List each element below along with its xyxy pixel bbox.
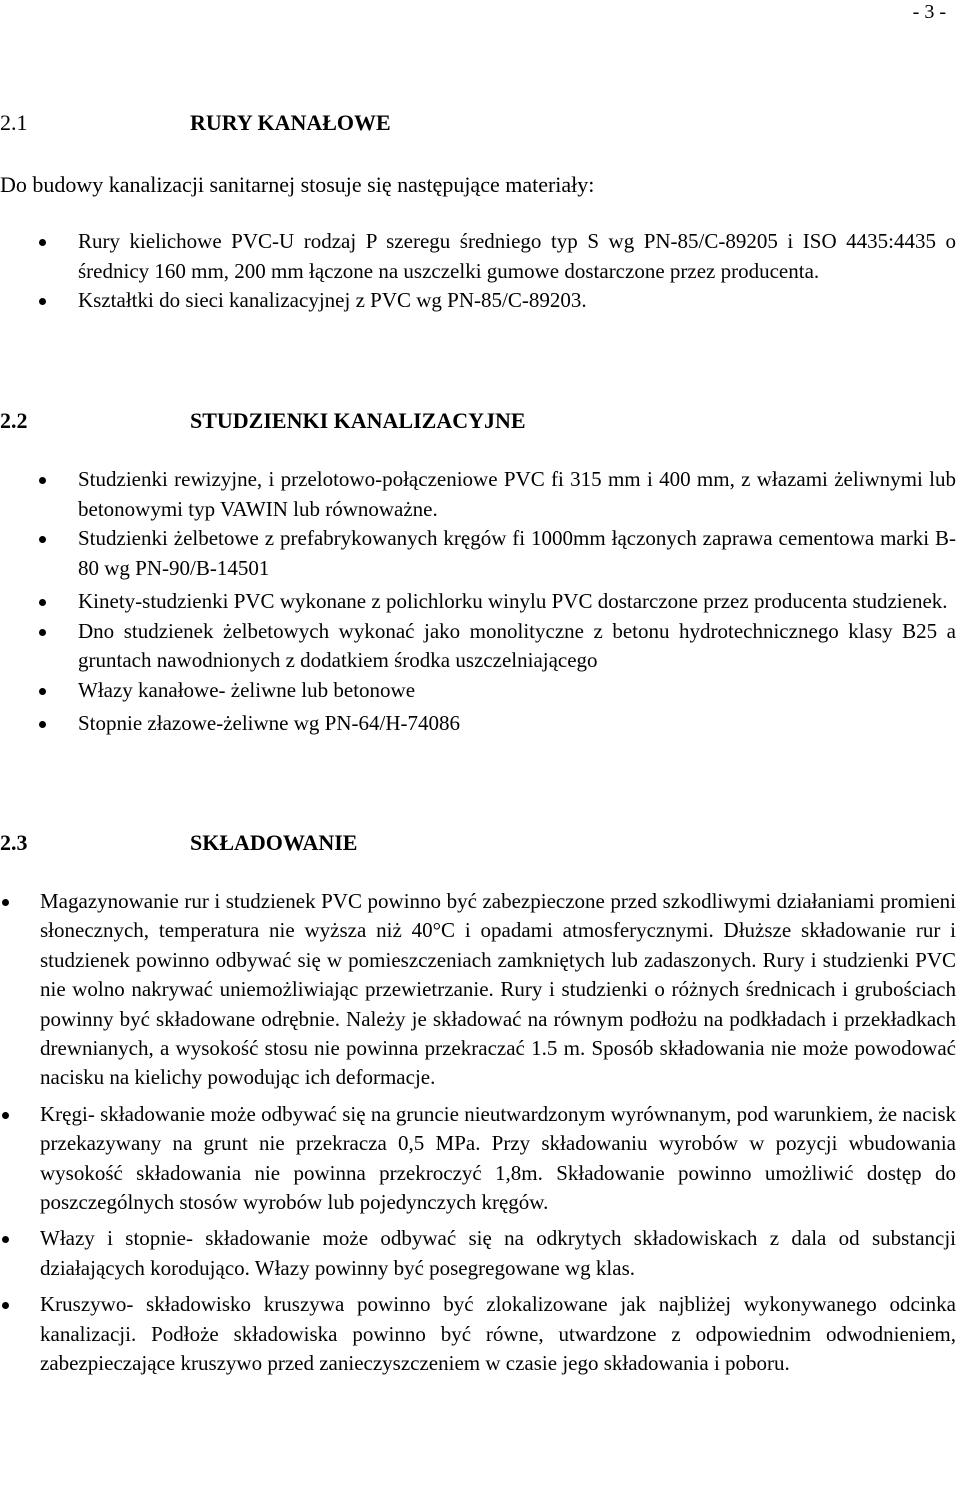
section-number: 2.1	[0, 110, 28, 135]
section-intro: Do budowy kanalizacji sanitarnej stosuje się następujące materiały:	[0, 172, 595, 197]
section-number: 2.2	[0, 408, 28, 433]
bullet-icon	[39, 239, 46, 246]
list-item	[40, 1224, 956, 1283]
storage-list	[40, 887, 956, 1386]
bullet-icon	[39, 721, 46, 728]
list-item-text: Kręgi- składowanie może odbywać się na gruncie nieutwardzonym wyrównanym, pod warunkiem, że nacisk przekazywany na grunt nie przekracza 0,5 MPa. Przy składowaniu wyrobów w pozycji wbudowania wysokość składowania nie powinna przekroczyć 1,8m. Składowanie powinno umożliwić dostęp do poszczególnych stosów wyrobów lub pojedynczych kręgów.	[40, 1101, 956, 1215]
page-number: - 3 -	[912, 1, 946, 23]
list-item-text: Kształtki do sieci kanalizacyjnej z PVC wg PN-85/C-89203.	[78, 288, 587, 312]
list-item	[78, 227, 956, 286]
list-item-text: Włazy i stopnie- składowanie może odbywać się na odkrytych składowiskach z dala od substancji działających korodująco. Włazy powinny być posegregowane wg klas.	[40, 1226, 956, 1280]
bullet-icon	[2, 1236, 9, 1243]
list-item	[78, 617, 956, 676]
bullet-icon	[2, 1112, 9, 1119]
list-item-text: Włazy kanałowe- żeliwne lub betonowe	[78, 677, 416, 702]
bullet-icon	[2, 899, 9, 906]
section-number: 2.3	[0, 830, 28, 855]
list-item	[78, 587, 956, 617]
list-item-text: Kinety-studzienki PVC wykonane z polichlorku winylu PVC dostarczone przez producenta studzienek.	[78, 589, 948, 613]
materials-list	[78, 227, 956, 316]
bullet-icon	[2, 1302, 9, 1309]
list-item-text: Stopnie złazowe-żeliwne wg PN-64/H-74086	[78, 711, 460, 735]
list-item-text: Rury kielichowe PVC-U rodzaj P szeregu średniego typ S wg PN-85/C-89205 i ISO 4435:4435 o średnicy 160 mm, 200 mm łączone na uszczelki gumowe dostarczone przez producenta.	[78, 229, 956, 283]
bullet-icon	[39, 629, 46, 636]
list-item	[40, 887, 956, 1093]
bullet-icon	[39, 298, 46, 305]
section-title: SKŁADOWANIE	[190, 830, 358, 855]
bullet-icon	[39, 599, 46, 606]
bullet-icon	[39, 477, 46, 484]
list-item	[40, 1100, 956, 1218]
list-item-text: Studzienki rewizyjne, i przelotowo-połączeniowe PVC fi 315 mm i 400 mm, z włazami żeliwnymi lub betonowymi typ VAWIN lub równoważne.	[78, 467, 956, 521]
list-item	[40, 1290, 956, 1378]
section-title: RURY KANAŁOWE	[190, 110, 391, 135]
manholes-list	[78, 465, 956, 739]
list-item	[78, 465, 956, 524]
list-item	[78, 709, 956, 739]
list-item	[78, 286, 956, 316]
list-item-text: Dno studzienek żelbetowych wykonać jako monolityczne z betonu hydrotechnicznego klasy B25 a gruntach nawodnionych z dodatkiem środka uszczelniającego	[78, 618, 956, 672]
section-title: STUDZIENKI KANALIZACYJNE	[190, 408, 526, 433]
bullet-icon	[39, 688, 46, 695]
list-item-text: Kruszywo- składowisko kruszywa powinno być zlokalizowane jak najbliżej wykonywanego odcinka kanalizacji. Podłoże składowiska powinno być równe, utwardzone z odpowiednim odwodnieniem, zabezpieczające kruszywo przed zanieczyszczeniem w czasie jego składowania i poboru.	[40, 1292, 956, 1376]
list-item-text: Studzienki żelbetowe z prefabrykowanych kręgów fi 1000mm łączonych zaprawa cementowa marki B-80 wg PN-90/B-14501	[78, 526, 956, 580]
list-item	[78, 524, 956, 583]
list-item-text: Magazynowanie rur i studzienek PVC powinno być zabezpieczone przed szkodliwymi działaniami promieni słonecznych, temperatura nie wyższa niż 40°C i opadami atmosferycznymi. Dłuższe składowanie rur i studzienek powinno odbywać się w pomieszczeniach zamkniętych lub zadaszonych. Rury i studzienki PVC nie wolno nakrywać uniemożliwiając przewietrzanie. Rury i studzienki o różnych średnicach i grubościach powinny być składowane odrębnie. Należy je składować na równym podłożu na podkładach i przekładkach drewnianych, a wysokość stosu nie powinna przekraczać 1.5 m. Sposób składowania nie może powodować nacisku na kielichy powodując ich deformacje.	[40, 889, 956, 1090]
bullet-icon	[39, 536, 46, 543]
list-item	[78, 676, 956, 706]
